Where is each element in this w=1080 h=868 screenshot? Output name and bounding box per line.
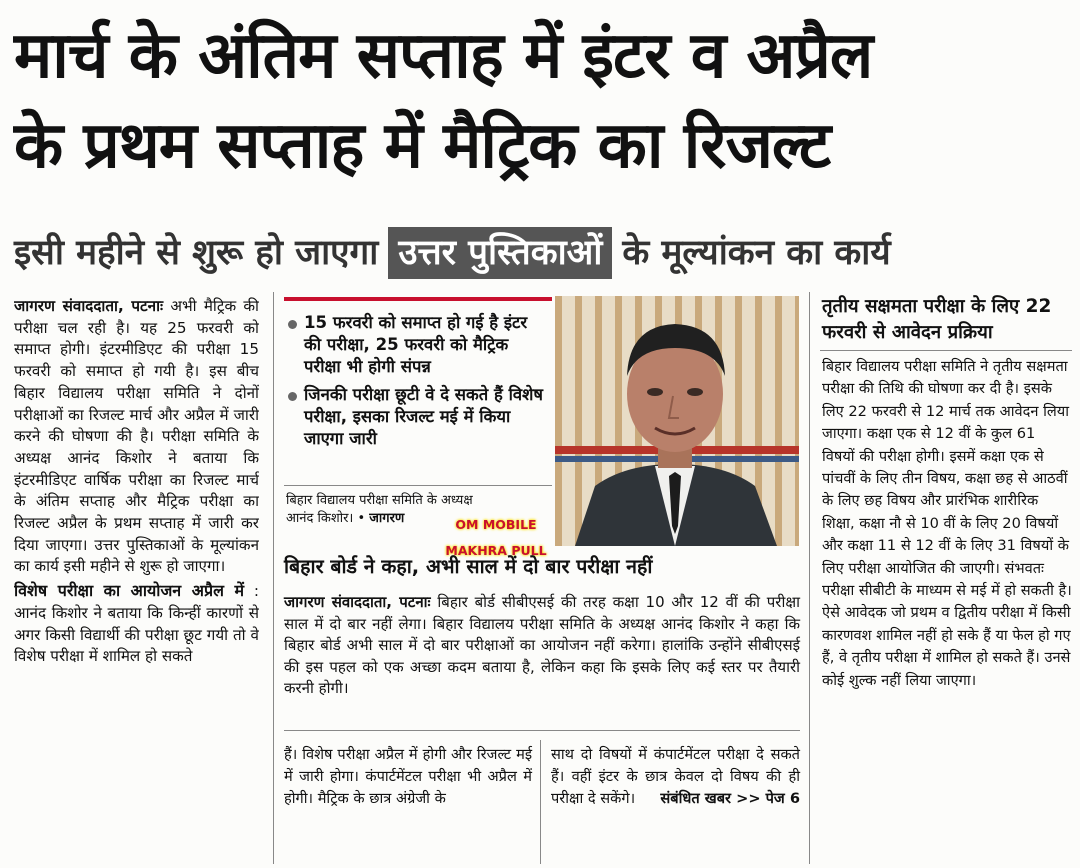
middle-story-body: [284, 592, 800, 700]
watermark-line-1: OM MOBILE: [455, 517, 537, 532]
continuation-rule: [540, 740, 541, 864]
left-column-body: [14, 296, 259, 578]
caption-rule: [284, 485, 552, 486]
portrait-photo: [555, 296, 799, 546]
photo-caption-line-1: बिहार विद्यालय परीक्षा समिति के अध्यक्ष: [286, 493, 473, 508]
highlight-box-top-bar: [284, 297, 552, 301]
headline-line-1: मार्च के अंतिम सप्ताह में इंटर व अप्रैल: [14, 19, 873, 93]
highlight-bullet-2: जिनकी परीक्षा छूटी वे दे सकते हैं विशेष परीक्षा, इसका रिजल्ट मई में किया जाएगा जारी: [286, 384, 548, 450]
portrait-image: [555, 296, 799, 546]
continuation-column-2: [551, 744, 800, 810]
subheadline: [14, 224, 891, 282]
side-story-title: तृतीय सक्षमता परीक्षा के लिए 22 फरवरी से आवेदन प्रक्रिया: [822, 296, 1052, 343]
highlight-bullet-1: 15 फरवरी को समाप्त हो गई है इंटर की परीक्षा, 25 फरवरी को मैट्रिक परीक्षा भी होगी संपन्न: [286, 312, 548, 378]
continuation-column-1: हैं। विशेष परीक्षा अप्रैल में होगी और रिजल्ट मई में जारी होगा। कंपार्टमेंटल परीक्षा भी अप्रैल में होगी। मैट्रिक के छात्र अंग्रेजी के: [284, 746, 532, 807]
left-column: [14, 296, 259, 862]
left-body-text-2: : आनंद किशोर ने बताया कि किन्हीं कारणों से अगर किसी विद्यार्थी की परीक्षा छूट गयी तो वे विशेष परीक्षा में शामिल हो सकते: [14, 582, 259, 666]
middle-body-text: बिहार बोर्ड सीबीएसई की तरह कक्षा 10 और 12 वीं की परीक्षा साल में दो बार नहीं लेगा। बिहार विद्यालय परीक्षा समिति के अध्यक्ष आनंद किशोर ने कहा कि बिहार बोर्ड अभी साल में दो बार परीक्षाओं का आयोजन नहीं करेगा। हालांकि उन्होंने सीबीएसई की इस पहल को एक अच्छा कदम बताया है, लेकिन कहा कि इसके लिए कई स्तर पर तैयारी करनी होगी।: [284, 593, 800, 698]
watermark: [440, 518, 552, 558]
photo-credit: जागरण: [369, 511, 405, 526]
photo-caption-name: आनंद किशोर। •: [286, 511, 366, 526]
column-rule-right: [809, 292, 810, 864]
related-news-link[interactable]: संबंधित खबर >> पेज 6: [660, 790, 800, 807]
column-rule-left: [273, 292, 274, 864]
subheadline-after: के मूल्यांकन का कार्य: [622, 233, 891, 273]
subheadline-before: इसी महीने से शुरू हो जाएगा: [14, 233, 379, 273]
highlight-box: [286, 312, 548, 456]
side-story-body: बिहार विद्यालय परीक्षा समिति ने तृतीय सक्षमता परीक्षा की तिथि की घोषणा कर दी है। इसके लिए 22 फरवरी से 12 मार्च तक आवेदन लिया जाएगा। कक्षा एक से 12 वीं के कुल 61 विषयों की परीक्षा होगी। इसमें कक्षा एक से पांचवीं के लिए तीन विषय, कक्षा छह से आठवीं के लिए छह विषय और प्रारंभिक शारीरिक शिक्षा, कक्षा नौ से 10 वीं के लिए 20 विषयों और कक्षा 11 से 12 वीं के लिए 31 विषयों के लिए परीक्षा आयोजित की जाएगी। संभवतः परीक्षा सीबीटी के माध्यम से मई में हो सकती है। ऐसे आवेदक जो प्रथम व द्वितीय परीक्षा में किसी कारणवश शामिल नहीं हो सके हैं या फेल हो गए हैं, वे तृतीय परीक्षा में शामिल हो सकते हैं। उनसे कोई शुल्क नहीं लिया जाएगा।: [822, 358, 1072, 689]
continuation-column-2-text: साथ दो विषयों में कंपार्टमेंटल परीक्षा दे सकते हैं। वहीं इंटर के छात्र केवल दो विषय की ही परीक्षा दे सकेंगे।: [551, 746, 800, 807]
subheadline-highlight: उत्तर पुस्तिकाओं: [388, 227, 612, 279]
watermark-line-2: MAKHRA PULL: [445, 543, 547, 558]
left-dateline: जागरण संवाददाता, पटनाः: [14, 297, 164, 315]
middle-story-rule: [284, 730, 800, 731]
left-column-body-2: [14, 580, 259, 668]
left-subhead: विशेष परीक्षा का आयोजन अप्रैल में: [14, 581, 245, 601]
middle-dateline: जागरण संवाददाता, पटनाः: [284, 593, 431, 611]
left-body-text: अभी मैट्रिक की परीक्षा चल रही है। यह 25 फरवरी को समाप्त होगी। इंटरमीडिएट की परीक्षा 15 फरवरी को समाप्त हो गयी है। इस बीच बिहार विद्यालय परीक्षा समिति ने दोनों परीक्षाओं का रिजल्ट मार्च और अप्रैल में जारी करने की घोषणा की है। परीक्षा समिति के अध्यक्ष आनंद किशोर ने बताया कि इंटरमीडिएट वार्षिक परीक्षा का रिजल्ट मार्च के अंतिम सप्ताह और मैट्रिक परीक्षा का रिजल्ट अप्रैल के प्रथम सप्ताह में जारी कर दिया जाएगा। उत्तर पुस्तिकाओं के मूल्यांकन का कार्य इसी महीने से शुरू हो जाएगा।: [14, 297, 259, 576]
headline-line-2: के प्रथम सप्ताह में मैट्रिक का रिजल्ट: [14, 109, 831, 183]
middle-story-title: बिहार बोर्ड ने कहा, अभी साल में दो बार परीक्षा नहीं: [284, 555, 653, 578]
side-story-rule: [820, 350, 1072, 351]
